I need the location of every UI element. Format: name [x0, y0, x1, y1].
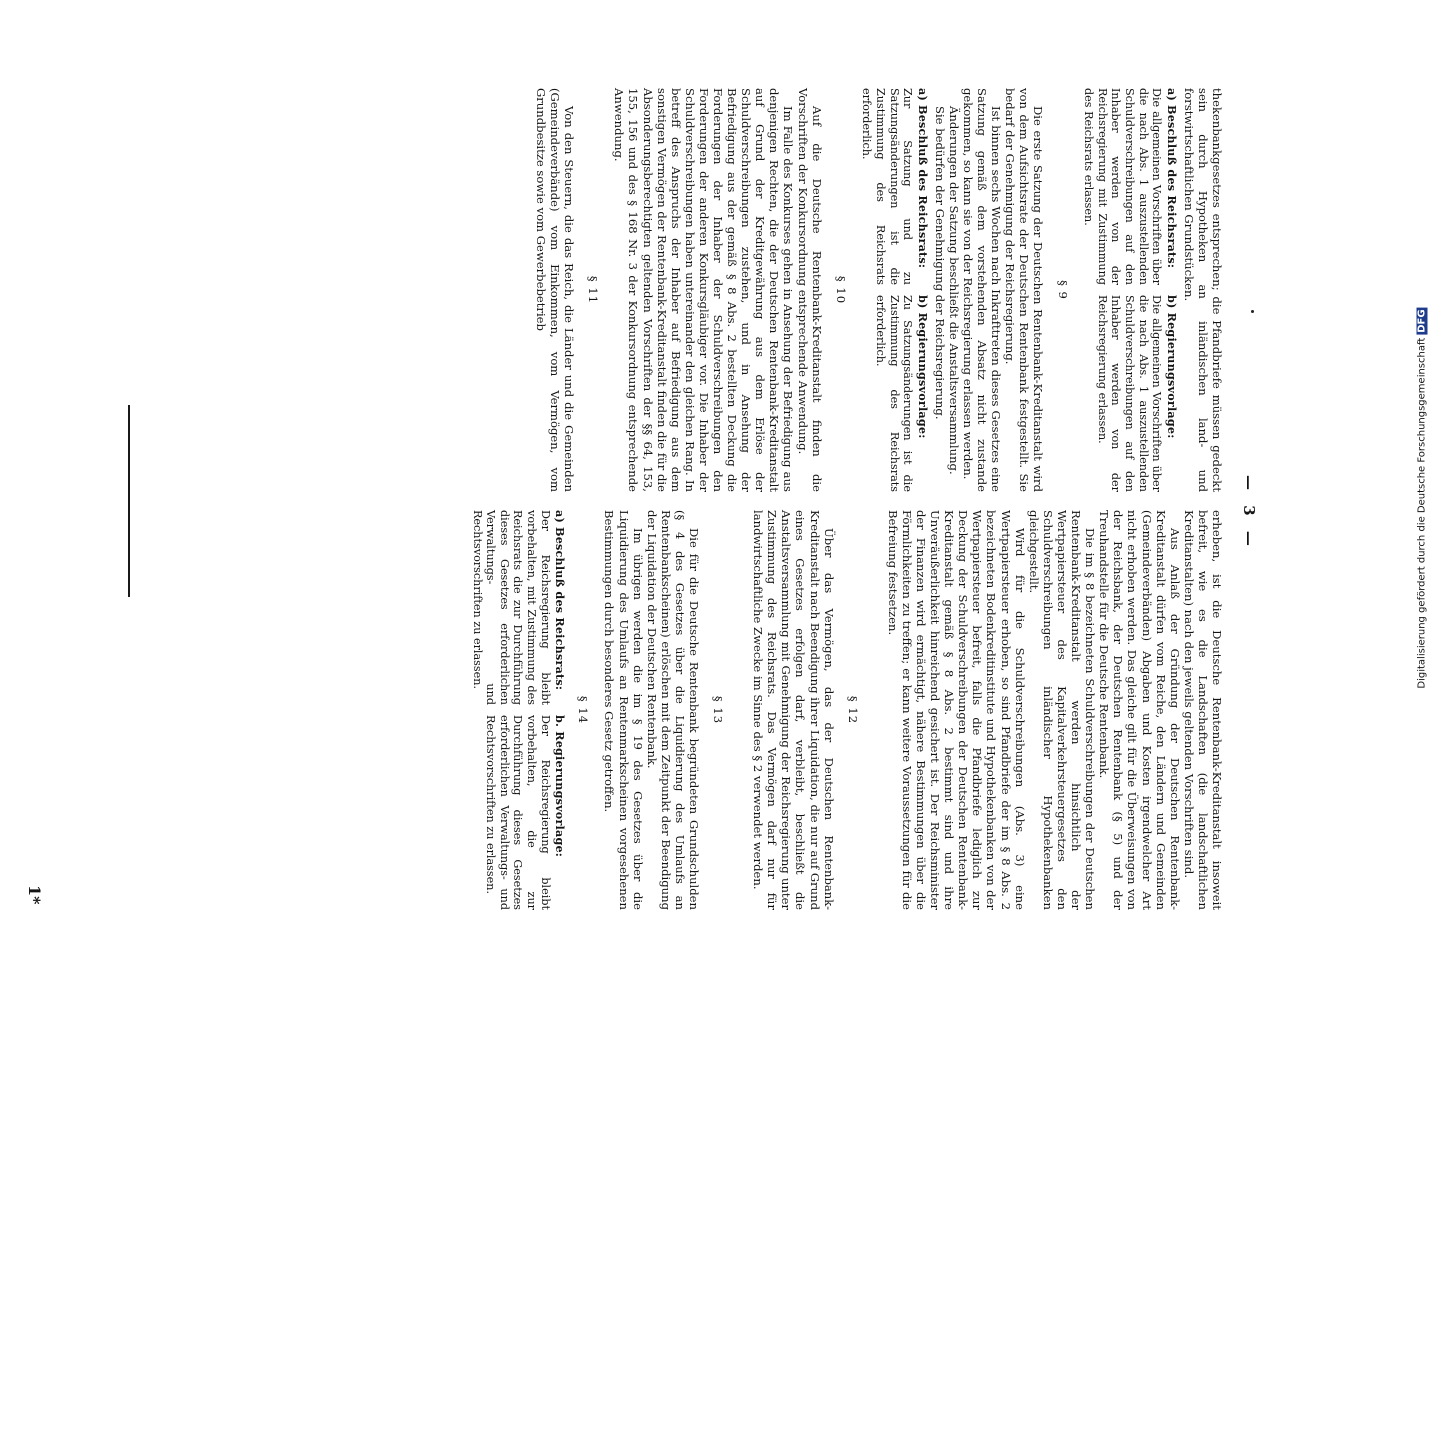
section-rule — [128, 405, 130, 597]
paragraph: Wird für die Schuldverschreibungen (Abs. 3) eine Wertpapiersteuer erhoben, so sind Pfandbriefe der im § 8 Abs. 2 bezeichneten Bodenkreditinstitute und Hypothekenbanken von der Wertpapiersteuer befreit, falls die Pfandbriefe lediglich zur Deckung der Schuldverschreibungen der Deutschen Rentenbank-Kreditanstalt gemäß § 8 Abs. 2 bestimmt sind und ihre Unveräußerlichkeit hinreichend gesichert ist. Der Reichsminister der Finanzen wird ermächtigt, nähere Bestimmungen über die Förmlichkeiten zu treffen; er kann weitere Voraussetzungen für die Befreiung festsetzen. — [885, 510, 1027, 910]
variant-a-text: Die allgemeinen Vorschriften über die nach Abs. 1 auszustellenden Schuldverschreibungen auf den Inhaber werden von der Reichsregierung mit Zustimmung des Reichsrats erlassen. — [1082, 88, 1164, 285]
variant-a-2 — [860, 88, 929, 285]
section-heading-10: § 10 — [833, 275, 848, 305]
scan-speck — [1251, 310, 1254, 313]
variant-block-2 — [860, 88, 929, 492]
left-column — [534, 88, 1224, 492]
page-number: — 3 — — [1240, 475, 1258, 551]
paragraph: Ist binnen sechs Wochen nach Inkrafttreten dieses Gesetzes eine Satzung gemäß dem vorstehenden Absatz nicht zustande gekommen, so kann sie von der Reichsregierung erlassen werden. — [961, 88, 1004, 492]
variant-a-1 — [1082, 88, 1178, 285]
variant-a-title: a) Beschluß des Reichsrats: — [1164, 88, 1179, 269]
paragraph: Aus Anlaß der Gründung der Deutschen Rentenbank-Kreditanstalt dürfen vom Reiche, den Ländern und Gemeinden (Gemeindeverbänden) Abgaben und Kosten irgendwelcher Art nicht erhoben werden. Das gleiche gilt für die Überweisungen von der Reichsbank, der Deutschen Rentenbank (§ 5) und der Treuhandstelle für die Deutsche Rentenbank. — [1097, 510, 1182, 910]
variant-a-title: a) Beschluß des Reichsrats: — [553, 510, 568, 691]
paragraph: Auf die Deutsche Rentenbank-Kreditanstalt finden die Vorschriften der Konkursordnung entsprechende Anwendung. — [795, 88, 824, 492]
sheet-signature: 1* — [25, 885, 44, 905]
variant-b-text: Der Reichsregierung bleibt vorbehalten, die zur Durchführung dieses Gesetzes erforderlichen Verwaltungs- und Rechtsvorschriften zu erlassen. — [484, 715, 552, 910]
intro-paragraph: thekenbankgesetzes entsprechen; die Pfandbriefe müssen gedeckt sein durch Hypotheken an inländischen land- und forstwirtschaftlichen Grundstücken. — [1181, 88, 1224, 492]
paragraph: Über das Vermögen, das der Deutschen Rentenbank-Kreditanstalt nach Beendigung ihrer Liquidation, die nur auf Grund eines Gesetzes erfolgen darf, verbleibt, beschließt die Anstaltsversammlung mit Genehmigung der Reichsregierung unter Zustimmung des Reichsrats. Das Vermögen darf nur für landwirtschaftliche Zwecke im Sinne des § 2 verwendet werden. — [751, 510, 836, 910]
continued-paragraph: erheben, ist die Deutsche Rentenbank-Kreditanstalt insoweit befreit, wie es die Landschaften (die landschaftlichen Kreditanstalten) nach den jeweils geltenden Vorschriften sind. — [1181, 510, 1224, 910]
variant-b-title: b) Regierungsvorlage: — [915, 295, 930, 439]
digitization-credit — [1417, 307, 1428, 688]
paragraph: Die für die Deutsche Rentenbank begründeten Grundschulden (§ 4 des Gesetzes über die Liquidierung des Umlaufs an Rentenbankscheinen) erlöschen mit dem Zeitpunkt der Beendigung der Liquidation der Deutschen Rentenbank. — [644, 510, 701, 910]
variant-b-title: b. Regierungsvorlage: — [553, 715, 568, 858]
section-heading-13: § 13 — [711, 695, 726, 725]
variant-b-text: Zu Satzungsänderungen ist die Zustimmung des Reichsrats erforderlich. — [873, 295, 915, 492]
paragraph: Die im § 8 bezeichneten Schuldverschreibungen der Deutschen Rentenbank-Kreditanstalt werden hinsichtlich der Wertpapiersteuer des Kapitalverkehrsteuergesetzes den Schuldverschreibungen inländischer Hypothekenbanken gleichgestellt. — [1026, 510, 1098, 910]
paragraph: Im Falle des Konkurses gehen in Ansehung der Befriedigung aus denjenigen Rechten, die der Deutschen Rentenbank-Kreditanstalt auf Grund der Kreditgewährung aus dem Erlöse der Schuldverschreibungen zustehen, und in Ansehung der Befriedigung aus der gemäß § 8 Abs. 2 bestellten Deckung die Forderungen der Inhaber der Schuldverschreibungen den Forderungen der anderen Konkursgläubiger vor. Die Inhaber der Schuldverschreibungen haben untereinander den gleichen Rang. In betreff des Anspruchs der Inhaber auf Befriedigung aus dem sonstigen Vermögen der Rentenbank-Kreditanstalt finden die für die Absonderungsberechtigten geltenden Vorschriften der §§ 64, 153, 155, 156 und des § 168 Nr. 3 der Konkursordnung entsprechende Anwendung. — [612, 88, 796, 492]
paragraph: Von den Steuern, die das Reich, die Länder und die Gemeinden (Gemeindeverbände) vom Einkommen, vom Vermögen, vom Grundbesitze sowie vom Gewerbebetrieb — [533, 88, 577, 492]
variant-b-1 — [1082, 295, 1178, 492]
variant-b-2 — [860, 295, 929, 492]
variant-b-title: b) Regierungsvorlage: — [1164, 295, 1179, 439]
paragraph: Änderungen der Satzung beschließt die Anstaltsversammlung. — [946, 106, 961, 475]
section-heading-11: § 11 — [586, 275, 601, 305]
variant-a-3 — [470, 510, 566, 705]
right-column — [468, 510, 1224, 910]
variant-block-3 — [470, 510, 566, 910]
variant-a-text: Der Reichsregierung bleibt vorbehalten, mit Zustimmung des Reichsrats die zur Durchführung dieses Gesetzes erforderlichen Verwaltungs- und Rechtsvorschriften zu erlassen. — [470, 510, 552, 705]
variant-b-text: Die allgemeinen Vorschriften über die nach Abs. 1 auszustellenden Schuldverschreibungen auf den Inhaber werden von der Reichsregierung erlassen. — [1095, 295, 1164, 492]
section-heading-12: § 12 — [845, 695, 860, 725]
paragraph: Im übrigen werden die im § 19 des Gesetzes über die Liquidierung des Umlaufs an Rentenmarkscheinen vorgesehenen Bestimmungen durch besonderes Gesetz getroffen. — [602, 510, 645, 910]
variant-a-title: a) Beschluß des Reichsrats: — [915, 88, 930, 269]
credit-text: Digitalisierung gefördert durch die Deutsche Forschungsgemeinschaft — [1416, 337, 1428, 689]
paragraph: Sie bedürfen der Genehmigung der Reichsregierung. — [932, 106, 947, 420]
paragraph: Die erste Satzung der Deutschen Rentenbank-Kreditanstalt wird von dem Aufsichtsrate der Deutschen Rentenbank festgestellt. Sie bedarf der Genehmigung der Reichsregierung. — [1003, 88, 1046, 492]
variant-b-3 — [470, 715, 566, 910]
section-heading-9: § 9 — [1055, 280, 1070, 300]
variant-a-text: Zur Satzung und zu Satzungsänderungen ist die Zustimmung des Reichsrats erforderlich. — [860, 88, 915, 285]
dfg-logo-icon: DFG — [1416, 309, 1428, 333]
variant-block-1 — [1082, 88, 1178, 492]
section-heading-14: § 14 — [576, 695, 591, 725]
